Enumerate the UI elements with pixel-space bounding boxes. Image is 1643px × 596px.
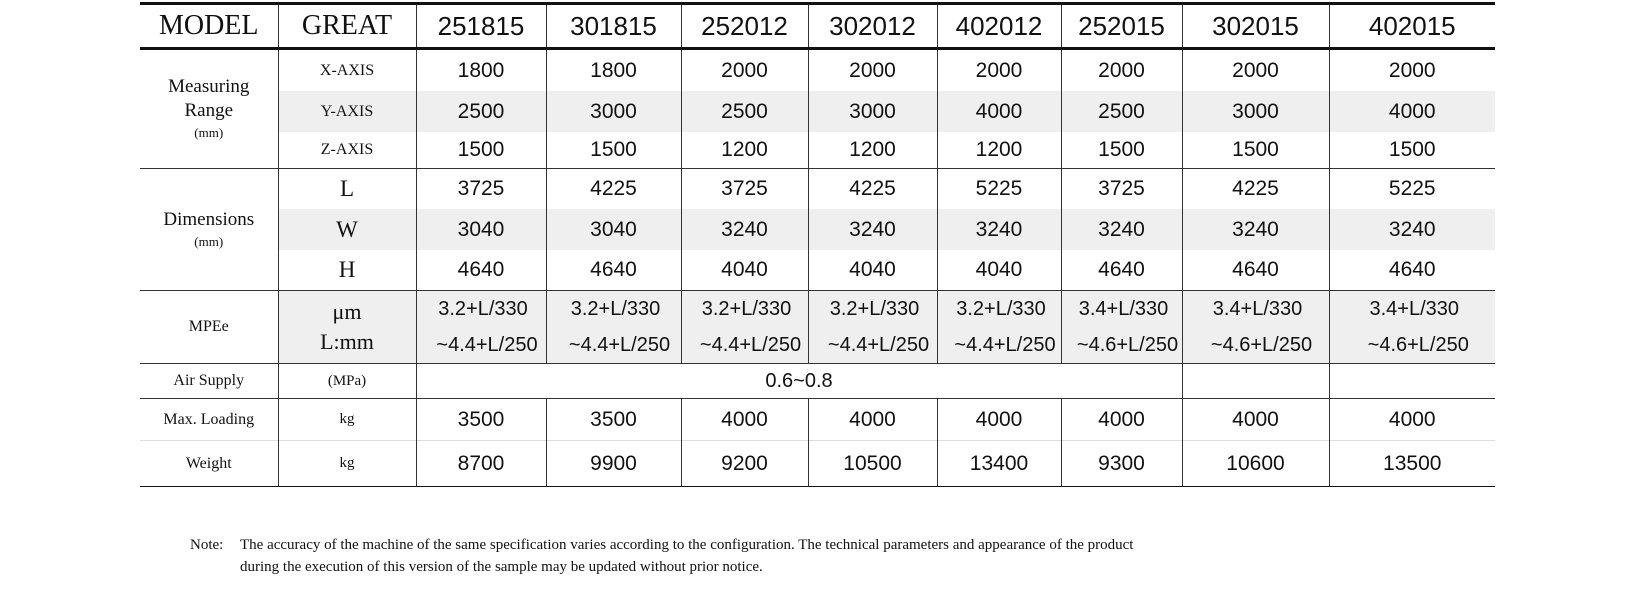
table-cell: 2000 [808, 49, 937, 92]
table-cell: 1800 [546, 49, 681, 92]
table-cell [1061, 291, 1182, 364]
table-cell: 4640 [1329, 250, 1495, 291]
weight-unit: kg [278, 441, 416, 487]
measuring-range-unit: (mm) [194, 125, 224, 140]
table-cell: 3725 [416, 169, 546, 210]
model-column-header: 252012 [681, 4, 808, 49]
footnote-text-line1: The accuracy of the machine of the same specification varies according to the configuration. The technical parameters and appearance of the product [240, 537, 1134, 553]
measuring-range-title-line1: Measuring [168, 76, 250, 97]
table-cell: 4040 [681, 250, 808, 291]
table-cell: 13400 [937, 441, 1061, 487]
table-cell: 3240 [808, 209, 937, 250]
model-column-header: 402012 [937, 4, 1061, 49]
header-row [140, 4, 1495, 49]
model-column-header: 302012 [808, 4, 937, 49]
table-row [140, 49, 1495, 92]
table-cell: 4040 [808, 250, 937, 291]
mpee-value-line2: ~4.6+L/250 [1367, 334, 1469, 356]
measuring-range-title-line2: Range [184, 100, 234, 121]
model-column-header: 402015 [1329, 4, 1495, 49]
table-cell: 2000 [1388, 58, 1436, 82]
max-loading-unit: kg [278, 399, 416, 441]
table-cell: 2500 [416, 91, 546, 132]
mpee-value-line2: ~4.4+L/250 [699, 334, 802, 356]
table-cell: 4000 [937, 399, 1061, 441]
axis-label: X-AXIS [278, 49, 416, 92]
measuring-range-label [140, 49, 278, 169]
mpee-value-line1: 3.2+L/330 [438, 298, 528, 320]
model-header: MODEL [140, 4, 278, 49]
mpee-value-line1: 3.4+L/330 [1369, 298, 1460, 320]
table-cell: 3725 [681, 169, 808, 210]
table-cell [1182, 364, 1329, 399]
table-cell: 3000 [546, 91, 681, 132]
dimensions-label [140, 169, 278, 291]
table-row [140, 250, 1495, 291]
table-cell: 3040 [546, 209, 681, 250]
table-cell: 4000 [937, 91, 1061, 132]
table-cell: 2500 [1061, 91, 1182, 132]
footnote [190, 534, 1133, 578]
table-cell: 2000 [937, 49, 1061, 92]
table-cell: 2500 [681, 91, 808, 132]
mpee-value-line2: ~4.4+L/250 [436, 334, 538, 356]
table-cell: 1200 [937, 132, 1061, 169]
table-cell: 1500 [1329, 132, 1495, 169]
table-row [140, 399, 1495, 441]
table-cell: 1200 [808, 132, 937, 169]
table-row [140, 291, 1495, 364]
model-column-header: 251815 [416, 4, 546, 49]
table-cell [546, 291, 681, 364]
table-cell: 4225 [1182, 169, 1329, 210]
mpee-unit [278, 291, 416, 364]
table-cell: 2000 [681, 49, 808, 92]
table-cell: 1500 [1061, 132, 1182, 169]
table-cell: 5225 [1388, 177, 1436, 200]
mpee-value-line2: ~4.4+L/250 [568, 334, 671, 356]
table-row [140, 209, 1495, 250]
axis-label: L [278, 169, 416, 210]
footnote-text-line2: during the execution of this version of the sample may be updated without prior notice. [240, 559, 763, 575]
table-row [140, 91, 1495, 132]
table-row [140, 132, 1495, 169]
table-cell: 1200 [681, 132, 808, 169]
great-header: GREAT [278, 4, 416, 49]
spec-table [140, 2, 1495, 487]
mpee-label: MPEe [140, 291, 278, 364]
mpee-value-line1: 3.4+L/330 [1212, 298, 1303, 320]
mpee-unit-line2: L:mm [320, 329, 374, 354]
table-cell: 3240 [1061, 209, 1182, 250]
table-cell: 9300 [1061, 441, 1182, 487]
footnote-label: Note: [190, 537, 224, 553]
model-column-header: 301815 [546, 4, 681, 49]
mpee-value-line1: 3.2+L/330 [701, 298, 792, 320]
table-cell: 3000 [1182, 91, 1329, 132]
mpee-value-line1: 3.2+L/330 [956, 298, 1046, 320]
mpee-value-line2: ~4.6+L/250 [1210, 334, 1313, 356]
mpee-value-line1: 3.2+L/330 [570, 298, 661, 320]
mpee-value-line2: ~4.6+L/250 [1076, 334, 1179, 356]
mpee-value-line2: ~4.4+L/250 [827, 334, 930, 356]
dimensions-title: Dimensions [163, 208, 255, 230]
table-cell: 1500 [416, 132, 546, 169]
table-cell: 4640 [546, 250, 681, 291]
table-row [140, 169, 1495, 210]
mpee-value-line1: 3.2+L/330 [829, 298, 920, 320]
weight-label: Weight [140, 441, 278, 487]
table-cell: 4000 [681, 399, 808, 441]
table-cell: 4000 [1329, 91, 1495, 132]
table-cell: 4225 [808, 169, 937, 210]
air-supply-unit: (MPa) [278, 364, 416, 399]
table-cell: 3240 [1182, 209, 1329, 250]
table-cell: 4040 [937, 250, 1061, 291]
table-cell [937, 291, 1061, 364]
axis-label: W [278, 209, 416, 250]
table-cell [808, 291, 937, 364]
table-cell: 3240 [1329, 209, 1495, 250]
table-cell: 9200 [681, 441, 808, 487]
air-supply-value: 0.6~0.8 [416, 364, 1182, 399]
table-cell: 3500 [546, 399, 681, 441]
table-cell: 3240 [681, 209, 808, 250]
table-cell: 3500 [416, 399, 546, 441]
air-supply-label: Air Supply [140, 364, 278, 399]
dimensions-unit: (mm) [194, 233, 224, 249]
table-cell: 10600 [1182, 441, 1329, 487]
table-cell: 1500 [1182, 132, 1329, 169]
table-cell: 1800 [416, 49, 546, 92]
table-cell: 3040 [416, 209, 546, 250]
table-cell: 4000 [1182, 399, 1329, 441]
axis-label: Z-AXIS [278, 132, 416, 169]
table-cell [1329, 291, 1495, 364]
table-cell [681, 291, 808, 364]
table-cell [1182, 291, 1329, 364]
footnote-line1 [190, 534, 1133, 556]
table-cell: 3000 [808, 91, 937, 132]
table-row [140, 364, 1495, 399]
table-cell: 4000 [808, 399, 937, 441]
mpee-unit-line1: μm [332, 299, 362, 324]
table-cell: 3240 [937, 209, 1061, 250]
mpee-value-line2: ~4.4+L/250 [954, 334, 1056, 356]
axis-label: Y-AXIS [278, 91, 416, 132]
table-cell: 2000 [1182, 49, 1329, 92]
table-cell: 4225 [546, 169, 681, 210]
table-cell: 8700 [416, 441, 546, 487]
model-column-header: 252015 [1061, 4, 1182, 49]
table-cell: 2000 [1061, 49, 1182, 92]
table-cell [1329, 364, 1495, 399]
table-cell: 9900 [546, 441, 681, 487]
table-cell: 5225 [937, 169, 1061, 210]
table-cell: 3725 [1061, 169, 1182, 210]
max-loading-label: Max. Loading [140, 399, 278, 441]
table-cell: 4000 [1061, 399, 1182, 441]
table-row [140, 441, 1495, 487]
table-cell: 13500 [1329, 441, 1495, 487]
table-cell: 1500 [546, 132, 681, 169]
table-cell: 10500 [808, 441, 937, 487]
mpee-value-line1: 3.4+L/330 [1078, 298, 1169, 320]
table-cell: 4640 [416, 250, 546, 291]
table-cell: 4000 [1388, 407, 1436, 431]
model-column-header: 302015 [1182, 4, 1329, 49]
table-cell [416, 291, 546, 364]
table-cell: 4640 [1182, 250, 1329, 291]
axis-label: H [278, 250, 416, 291]
table-cell: 4640 [1061, 250, 1182, 291]
